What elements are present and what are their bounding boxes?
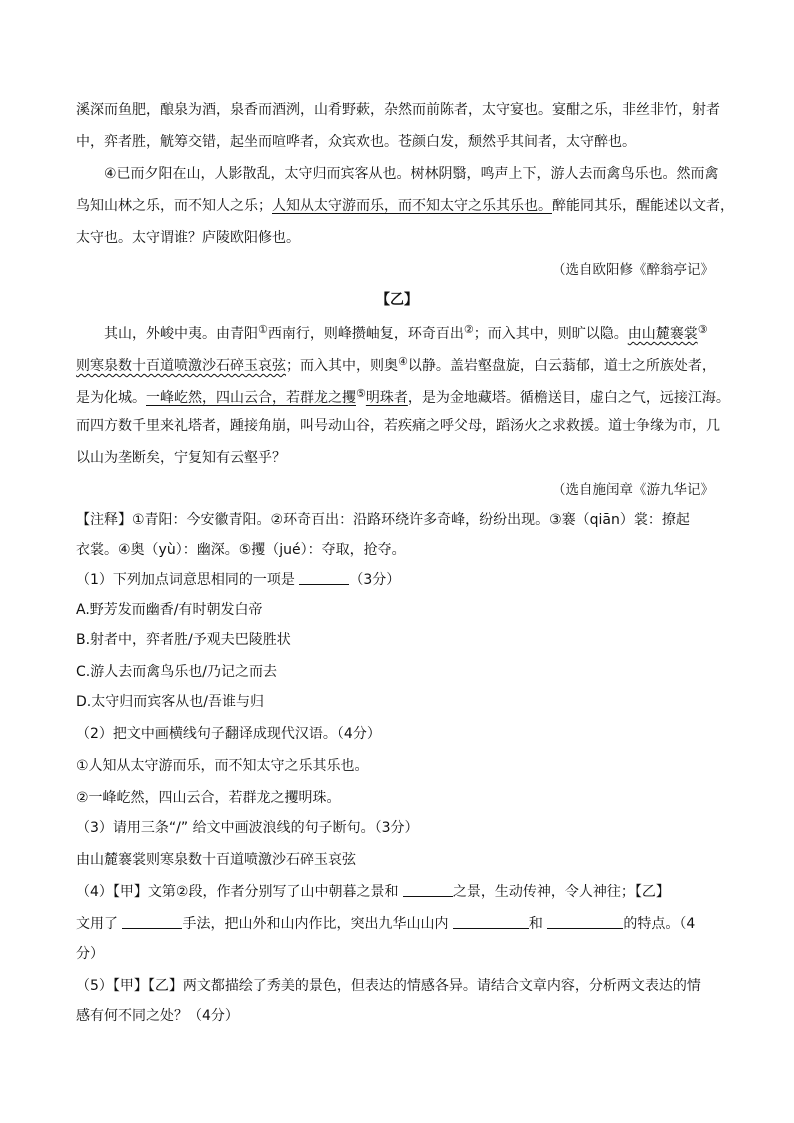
jia-line-4-start: 鸟知山林之乐，而不知人之乐； bbox=[76, 198, 272, 214]
jia-underlined-sentence: 人知从太守游而乐，而不知太守之乐其乐也。 bbox=[272, 198, 552, 214]
jia-line-5: 太守也。太守谓谁？庐陵欧阳修也。 bbox=[76, 230, 300, 246]
question-3-sentence: 由山麓褰裳则寒泉数十百道喷激沙石碎玉哀弦 bbox=[76, 852, 356, 868]
question-4-text-c: 文用了 bbox=[76, 916, 118, 932]
jia-line-2: 中，弈者胜，觥筹交错，起坐而喧哗者，众宾欢也。苍颜白发，颓然乎其间者，太守醉也。 bbox=[76, 134, 636, 150]
option-d: D.太守归而宾客从也/吾谁与归 bbox=[76, 694, 264, 710]
option-a: A.野芳发而幽香/有时朝发白帝 bbox=[76, 602, 263, 618]
question-5-line-2: 感有何不同之处？（4分） bbox=[76, 1008, 239, 1024]
answer-blank-4c[interactable] bbox=[453, 914, 529, 929]
jia-line-1: 溪深而鱼肥，酿泉为酒，泉香而酒洌，山肴野蔌，杂然而前陈者，太守宴也。宴酣之乐，非丝非竹，射者 bbox=[76, 102, 720, 118]
jia-source: （选自欧阳修《醉翁亭记》 bbox=[552, 262, 714, 278]
note-marker-5: ⑤ bbox=[356, 387, 366, 400]
answer-blank-4d[interactable] bbox=[547, 914, 623, 929]
yi-line-1-b: 西南行，则峰攒岫复，环奇百出 bbox=[267, 326, 464, 342]
notes-line-2: 衣裳。④奥（yù）：幽深。⑤攫（jué）：夺取，抢夺。 bbox=[76, 542, 406, 558]
question-4-text-f: 的特点。（4 bbox=[623, 916, 696, 932]
answer-blank-4a[interactable] bbox=[403, 882, 453, 897]
question-4-line-2 bbox=[76, 914, 695, 934]
yi-line-1-c: ；而入其中，则旷以隐。 bbox=[473, 326, 628, 342]
answer-blank-1[interactable] bbox=[299, 570, 349, 585]
yi-underlined-sentence-b: 明珠者 bbox=[365, 390, 408, 406]
jia-line-4 bbox=[76, 196, 734, 216]
note-marker-3: ③ bbox=[697, 323, 708, 336]
yi-line-2 bbox=[76, 352, 716, 376]
jia-line-3: ④已而夕阳在山，人影散乱，太守归而宾客从也。树林阴翳，鸣声上下，游人去而禽鸟乐也。然而禽 bbox=[104, 166, 719, 182]
option-c: C.游人去而禽鸟乐也/乃记之而去 bbox=[76, 664, 277, 680]
note-marker-1: ① bbox=[258, 323, 268, 336]
question-1 bbox=[76, 570, 400, 590]
question-5-line-1: （5）【甲】【乙】两文都描绘了秀美的景色，但表达的情感各异。请结合文章内容，分析两文表达的情 bbox=[76, 978, 701, 994]
question-2-sentence-2: ②一峰屹然，四山云合，若群龙之攫明珠。 bbox=[76, 790, 341, 806]
question-4-text-b: 之景，生动传神，令人神往；【乙】 bbox=[452, 884, 670, 900]
note-marker-2: ② bbox=[463, 323, 474, 336]
question-3: （3）请用三条“/” 给文中画波浪线的句子断句。（3分） bbox=[76, 820, 419, 836]
note-marker-4: ④ bbox=[398, 355, 408, 368]
notes-line-1: 【注释】①青阳：今安徽青阳。②环奇百出：沿路环绕许多奇峰，纷纷出现。③褰（qiān）裳：撩起 bbox=[76, 512, 690, 528]
yi-line-1 bbox=[104, 320, 708, 344]
jia-line-4-end: 醉能同其乐，醒能述以文者， bbox=[552, 198, 734, 214]
yi-title: 【乙】 bbox=[376, 292, 418, 308]
yi-line-2-a: ；而入其中，则奥 bbox=[286, 358, 398, 374]
yi-line-4: 而四方数千里来礼塔者，踵接角崩，叫号动山谷，若疾痛之呼父母，蹈汤火之求救援。道士争缘为市，几 bbox=[76, 418, 720, 434]
question-4-line-1 bbox=[76, 882, 670, 902]
yi-underlined-sentence-a: 一峰屹然，四山云合，若群龙之攫 bbox=[146, 390, 356, 406]
question-4-text-d: 手法，把山外和山内作比，突出九华山山内 bbox=[182, 916, 449, 932]
yi-wavy-sentence-part-2: 则寒泉数十百道喷激沙石碎玉哀弦 bbox=[76, 358, 286, 374]
yi-line-3-a: 是为化城。 bbox=[76, 390, 146, 406]
question-1-text: （1）下列加点词意思相同的一项是 bbox=[76, 572, 295, 588]
yi-line-3-b: ，是为金地藏塔。循檐送目，虚白之气，远接江海。 bbox=[407, 390, 730, 406]
yi-line-3 bbox=[76, 384, 730, 408]
answer-blank-4b[interactable] bbox=[122, 914, 182, 929]
question-4-line-3: 分） bbox=[76, 946, 104, 962]
question-4-text-e: 和 bbox=[528, 916, 543, 932]
yi-source: （选自施闰章《游九华记》 bbox=[552, 482, 714, 498]
question-2: （2）把文中画横线句子翻译成现代汉语。（4分） bbox=[76, 726, 381, 742]
yi-line-2-b: 以静。盖岩壑盘旋，白云蓊郁，道士之所族处者， bbox=[407, 358, 716, 374]
option-b: B.射者中，弈者胜/予观夫巴陵胜状 bbox=[76, 632, 291, 648]
yi-wavy-sentence-part-1: 由山麓褰裳 bbox=[627, 326, 698, 342]
yi-line-5: 以山为垄断矣，宁复知有云壑乎？ bbox=[76, 450, 286, 466]
yi-line-1-a: 其山，外峻中夷。由青阳 bbox=[104, 326, 258, 342]
question-4-text-a: （4）【甲】文第②段，作者分别写了山中朝暮之景和 bbox=[76, 884, 399, 900]
question-1-score: （3分） bbox=[349, 572, 401, 588]
question-2-sentence-1: ①人知从太守游而乐，而不知太守之乐其乐也。 bbox=[76, 758, 369, 774]
